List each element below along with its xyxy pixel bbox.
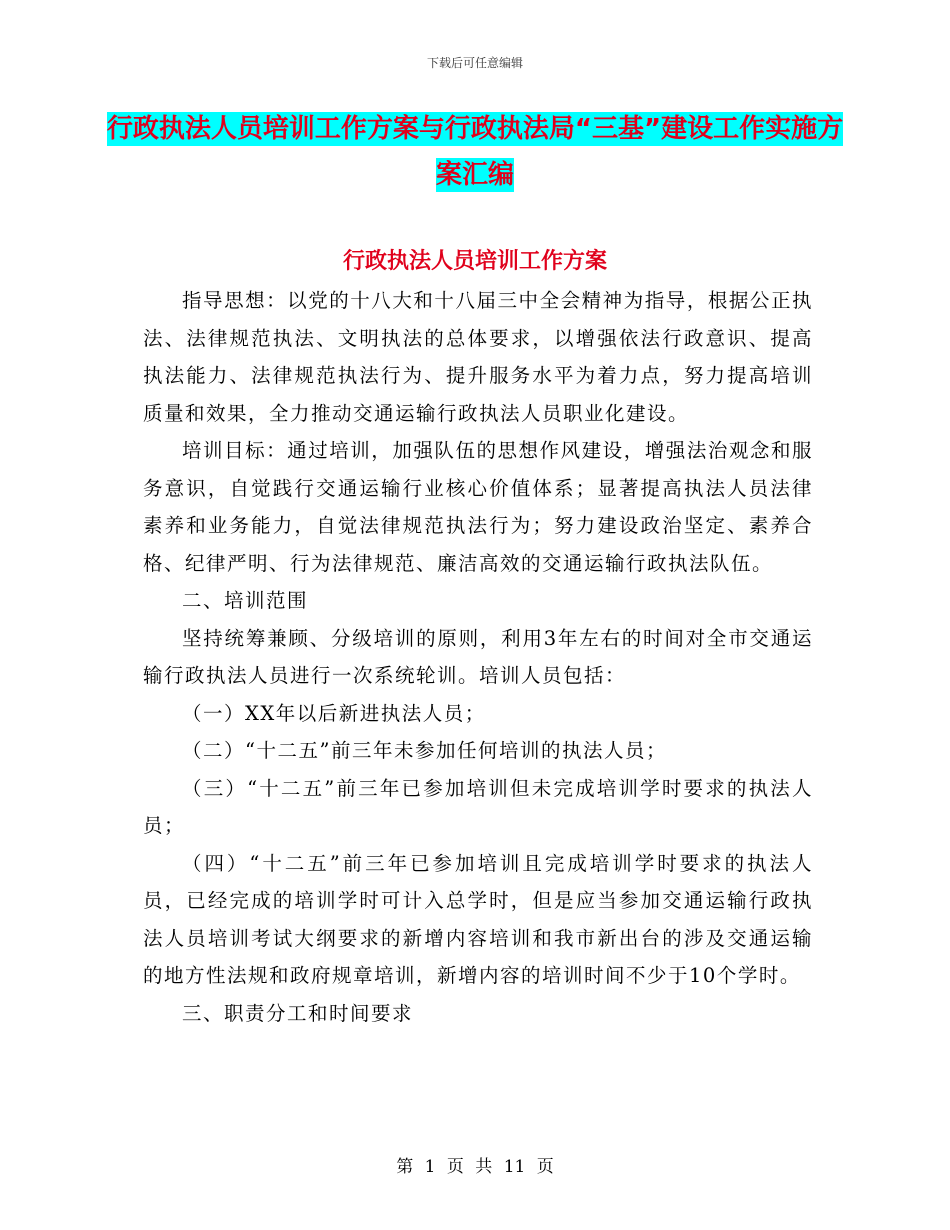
list-item-2: （二）“十二五”前三年未参加任何培训的执法人员； — [182, 739, 667, 762]
list-item-1: （一）XX年以后新进执法人员； — [182, 701, 486, 725]
list-item-4: （四）“十二五”前三年已参加培训且完成培训学时要求的执法人员，已经完成的培训学时可计入总学时，但是应当参加交通运输行政执法人员培训考试大纲要求的新增内容培训和我市新出台的涉及交通运输的地方性法规和政府规章培训，新增内容的培训时间不少于10个学时。 — [143, 851, 813, 987]
document-title-text: 行政执法人员培训工作方案与行政执法局“三基”建设工作实施方案汇编 — [106, 114, 844, 190]
document-title — [100, 106, 850, 198]
section-title: 行政执法人员培训工作方案 — [342, 249, 607, 274]
page-number: 第 1 页 共 11 页 — [396, 1157, 554, 1177]
heading-training-scope: 二、培训范围 — [182, 589, 309, 612]
paragraph-guiding-ideology: 指导思想：以党的十八大和十八届三中全会精神为指导，根据公正执法、法律规范执法、文明执法的总体要求，以增强依法行政意识、提高执法能力、法律规范执法行为、提升服务水平为着力点，努力提高培训质量和效果，全力推动交通运输行政执法人员职业化建设。 — [143, 289, 813, 425]
paragraph-scope-intro: 坚持统筹兼顾、分级培训的原则，利用3年左右的时间对全市交通运输行政执法人员进行一次系统轮训。培训人员包括： — [143, 626, 813, 687]
list-item-3: （三）“十二五”前三年已参加培训但未完成培训学时要求的执法人员； — [143, 776, 813, 837]
heading-duties: 三、职责分工和时间要求 — [182, 1001, 414, 1025]
paragraph-training-goal: 培训目标：通过培训，加强队伍的思想作风建设，增强法治观念和服务意识，自觉践行交通运输行业核心价值体系；显著提高执法人员法律素养和业务能力，自觉法律规范执法行为；努力建设政治坚定、素养合格、纪律严明、行为法律规范、廉洁高效的交通运输行政执法队伍。 — [143, 439, 813, 575]
document-body — [143, 282, 813, 1032]
header-note: 下载后可任意编辑 — [426, 56, 523, 70]
